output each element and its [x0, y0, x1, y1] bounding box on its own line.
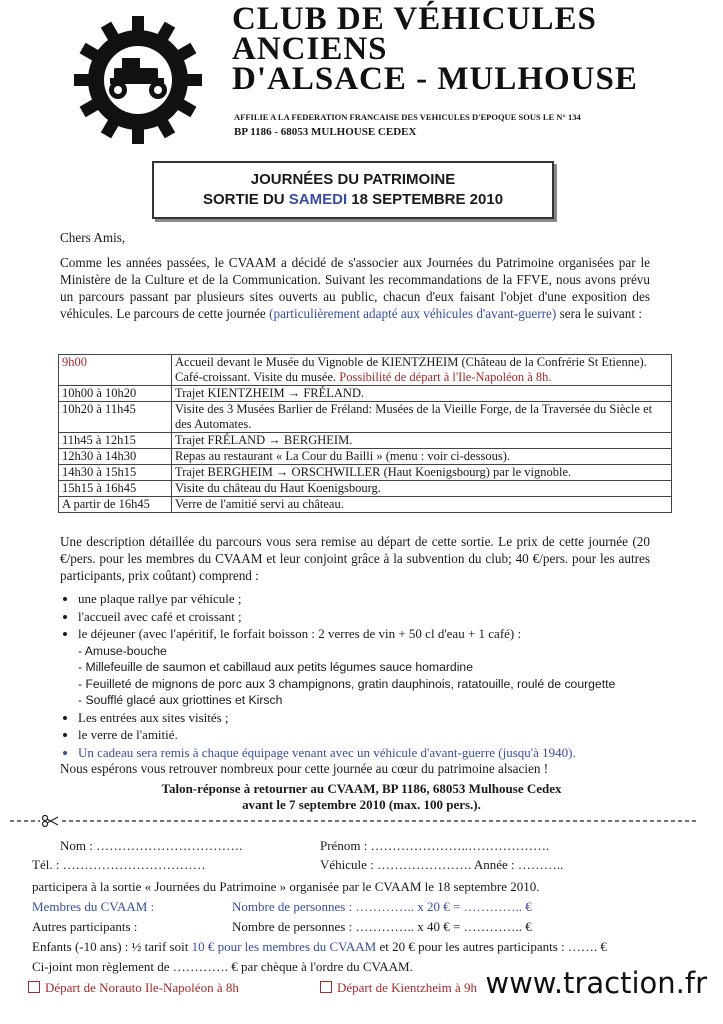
enfants-field[interactable] — [32, 938, 607, 956]
depart-kientzheim-option[interactable] — [320, 979, 477, 997]
table-row — [59, 497, 672, 513]
schedule-text: Visite du château du Haut Koenigsbourg. — [175, 481, 381, 495]
checkbox-icon[interactable] — [28, 981, 40, 993]
schedule-description — [172, 433, 672, 449]
membres-label: Membres du CVAAM : — [32, 899, 155, 914]
schedule-time: A partir de 16h45 — [59, 497, 172, 513]
depart-norauto-label: Départ de Norauto Ile-Napoléon à 8h — [45, 980, 239, 995]
list-item: • le verre de l'amitié. — [78, 726, 678, 744]
menu-item: - Amuse-bouche — [78, 643, 678, 660]
event-title-box — [152, 161, 554, 219]
enfants-member-price: 10 € pour les membres du CVAAM — [191, 939, 377, 954]
table-row — [59, 402, 672, 433]
table-row — [59, 386, 672, 402]
membres-count-field[interactable]: Nombre de personnes : ………….. x 20 € = ………….. € — [232, 899, 532, 914]
schedule-text: Trajet BERGHEIM → ORSCHWILLER (Haut Koenigsbourg) par le vignoble. — [175, 465, 572, 479]
table-row — [59, 465, 672, 481]
menu-item: - Millefeuille de saumon et cabillaud aux petits légumes sauce homardine — [78, 659, 678, 676]
table-row — [59, 481, 672, 497]
list-item: • une plaque rallye par véhicule ; — [78, 590, 678, 608]
table-row — [59, 449, 672, 465]
schedule-time: 12h30 à 14h30 — [59, 449, 172, 465]
schedule-description — [172, 497, 672, 513]
menu-item: - Feuilleté de mignons de porc aux 3 champignons, gratin dauphinois, ratatouille, roulé de courgette — [78, 676, 678, 693]
schedule-text: Trajet FRÉLAND → BERGHEIM. — [175, 433, 353, 447]
schedule-description — [172, 355, 672, 386]
price-description: Une description détaillée du parcours vous sera remise au départ de cette sortie. Le prix de cette journée (20 €/pers. pour les membres du CVAAM et leur conjoint grâce à la subvention du club; 40 €/pers. pour les autres participants, prix coûtant) comprend : — [60, 534, 650, 583]
schedule-text: Trajet KIENTZHEIM → FRÉLAND. — [175, 386, 365, 400]
depart-norauto-option[interactable] — [28, 979, 239, 997]
schedule-description — [172, 449, 672, 465]
club-name-line3: D'ALSACE - MULHOUSE — [232, 61, 638, 97]
list-item: • l'accueil avec café et croissant ; — [78, 608, 678, 626]
intro-highlight: (particulièrement adapté aux véhicules d'avant-guerre) — [269, 306, 557, 321]
schedule-description — [172, 481, 672, 497]
depart-kientzheim-label: Départ de Kientzheim à 9h — [337, 980, 478, 995]
event-title: JOURNÉES DU PATRIMOINE — [250, 171, 456, 188]
includes-list — [60, 590, 678, 761]
schedule-text: Visite des 3 Musées Barlier de Fréland: Musées de la Vieille Forge, de la Traversée du Siècle et des Automates. — [175, 402, 653, 431]
club-address: BP 1186 - 68053 MULHOUSE CEDEX — [234, 126, 417, 138]
list-item: • Les entrées aux sites visités ; — [78, 709, 678, 727]
menu-list — [78, 643, 678, 709]
table-row — [59, 355, 672, 386]
prenom-field[interactable]: Prénom : …………………..………………. — [320, 838, 550, 853]
scissors-icon — [43, 816, 59, 827]
schedule-text: Repas au restaurant « La Cour du Bailli » (menu : voir ci-dessous). — [175, 449, 510, 463]
reglement-field[interactable]: Ci-joint mon règlement de …………. € par chèque à l'ordre du CVAAM. — [32, 959, 413, 974]
cut-line — [10, 815, 696, 827]
club-name-line1: CLUB DE VÉHICULES — [232, 1, 597, 37]
schedule-description — [172, 402, 672, 433]
club-name-line2: ANCIENS — [232, 31, 388, 67]
schedule-description — [172, 465, 672, 481]
vehicule-field[interactable]: Véhicule : …………………. Année : ……….. — [320, 857, 564, 872]
schedule-time: 14h30 à 15h15 — [59, 465, 172, 481]
intro-paragraph — [60, 254, 650, 322]
nom-field[interactable]: Nom : ……………………………. — [60, 838, 243, 853]
subtitle-prefix: SORTIE DU — [202, 191, 289, 208]
program-table — [58, 354, 672, 513]
lunch-item: le déjeuner (avec l'apéritif, le forfait boisson : 2 verres de vin + 50 cl d'eau + 1 café) : — [78, 626, 522, 641]
schedule-description — [172, 386, 672, 402]
schedule-text: Accueil devant le Musée du Vignoble de KIENTZHEIM (Château de la Confrérie St Etienne). Café-croissant. Visite du musée. — [175, 355, 647, 384]
subtitle-day: SAMEDI — [288, 191, 348, 208]
greeting: Chers Amis, — [60, 230, 126, 245]
subtitle-date: 18 SEPTEMBRE 2010 — [347, 191, 504, 208]
menu-item: - Soufflé glacé aux griottines et Kirsch — [78, 692, 678, 709]
table-row — [59, 433, 672, 449]
checkbox-icon[interactable] — [320, 981, 332, 993]
watermark: www.traction.fr — [485, 966, 707, 1000]
schedule-time: 10h20 à 11h45 — [59, 402, 172, 433]
autres-count-field[interactable]: Nombre de personnes : ………….. x 40 € = ………….. € — [232, 919, 532, 934]
club-logo-icon — [74, 16, 202, 144]
enfants-other-price: et 20 € pour les autres participants : ……. € — [376, 939, 607, 954]
enfants-text: Enfants (-10 ans) : ½ tarif soit — [32, 939, 192, 954]
schedule-text: Verre de l'amitié servi au château. — [175, 497, 344, 511]
schedule-time: 10h00 à 10h20 — [59, 386, 172, 402]
talon-line2: avant le 7 septembre 2010 (max. 100 pers.). — [242, 797, 481, 812]
schedule-time: 9h00 — [59, 355, 172, 386]
club-name — [232, 1, 638, 97]
autres-label: Autres participants : — [32, 919, 138, 934]
tel-field[interactable]: Tél. : …………………………… — [32, 857, 206, 872]
event-subtitle — [154, 191, 552, 208]
intro-text: Comme les années passées, le CVAAM a décidé de s'associer aux Journées du Patrimoine organisées par le Ministère de la Culture et de la Communication. Suivant les recommandations de la FFVE, nous avons prévu un parcours passant par plusieurs sites ouverts au public, chacun d'eux faisant l'objet d'une exposition des véhicules. Le parcours de cette journée — [60, 255, 650, 321]
talon-line1: Talon-réponse à retourner au CVAAM, BP 1186, 68053 Mulhouse Cedex — [161, 781, 562, 796]
list-item — [78, 625, 678, 709]
affiliation-text: AFFILIE A LA FEDERATION FRANCAISE DES VEHICULES D'EPOQUE SOUS LE N° 134 — [234, 112, 581, 122]
list-item: • Un cadeau sera remis à chaque équipage venant avec un véhicule d'avant-guerre (jusqu'à 1940). — [78, 744, 678, 762]
schedule-time: 11h45 à 12h15 — [59, 433, 172, 449]
closing-text: Nous espérons vous retrouver nombreux pour cette journée au cœur du patrimoine alsacien ! — [60, 761, 549, 776]
intro-end: sera le suivant : — [556, 306, 643, 321]
schedule-time: 15h15 à 16h45 — [59, 481, 172, 497]
participation-text: participera à la sortie « Journées du Patrimoine » organisée par le CVAAM le 18 septembre 2010. — [32, 879, 540, 894]
schedule-note: Possibilité de départ à l'Ile-Napoléon à 8h. — [339, 370, 552, 384]
